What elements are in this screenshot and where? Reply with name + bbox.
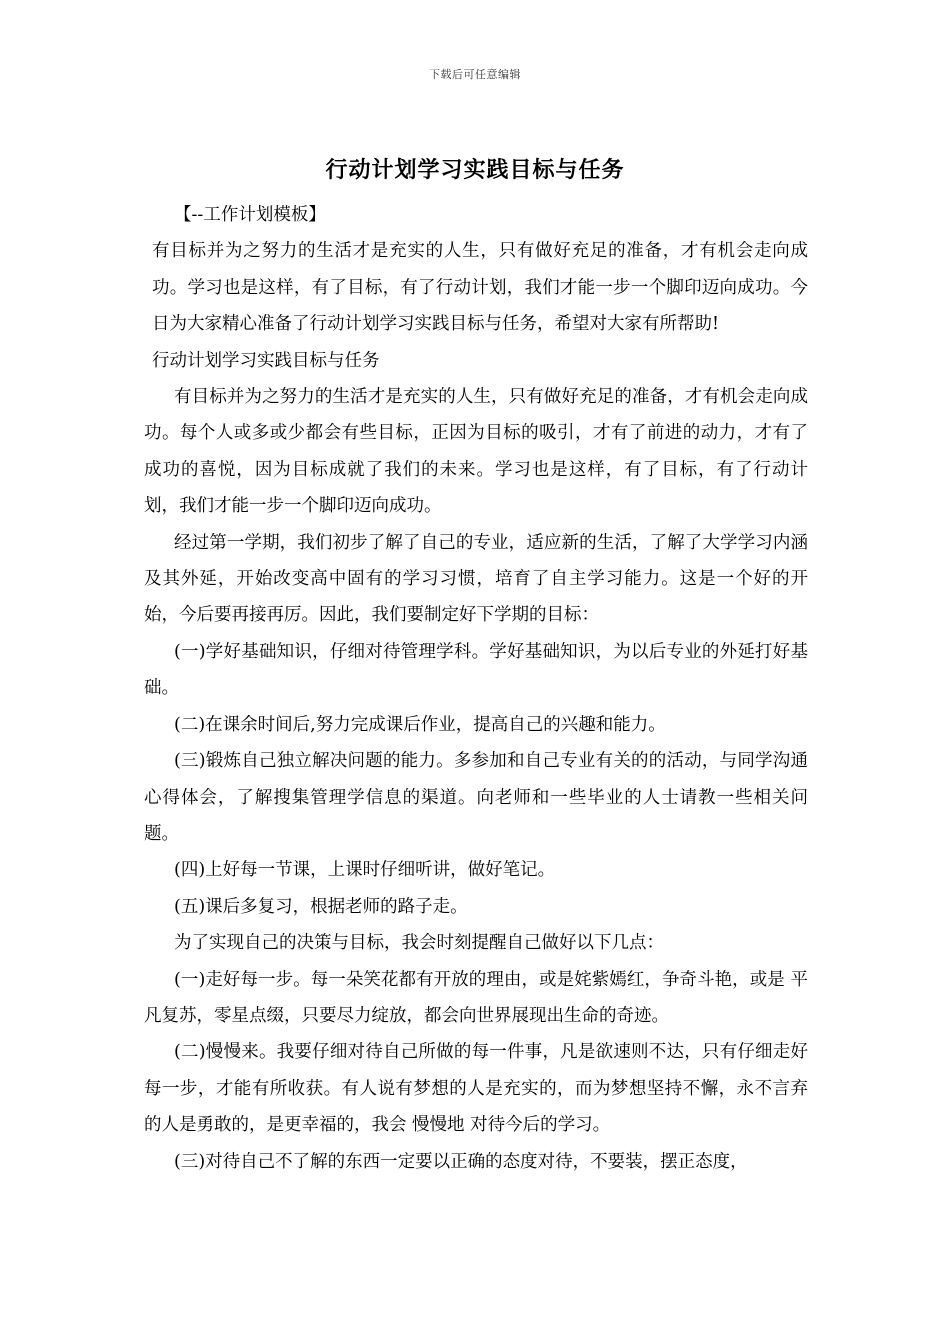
page-header-note: 下载后可任意编辑 <box>429 68 521 81</box>
body-paragraph-2: 经过第一学期，我们初步了解了自己的专业，适应新的生活，了解了大学学习内涵及其外延，开始改变高中固有的学习习惯，培育了自主学习能力。这是一个好的开始，今后要再接再厉。因此，我们要制定好下学期的目标： <box>144 532 808 626</box>
goal-item-5: (五)课后多复习，根据老师的路子走。 <box>174 896 468 917</box>
template-tag: 【--工作计划模板】 <box>174 205 326 225</box>
plan-intro-paragraph: 为了实现自己的决策与目标，我会时刻提醒自己做好以下几点： <box>174 933 664 954</box>
goal-item-3: (三)锻炼自己独立解决问题的能力。多参加和自己专业有关的的活动，与同学沟通心得体会，了解搜集管理学信息的渠道。向老师和一些毕业的人士请教一些相关问题。 <box>144 751 808 844</box>
plan-item-3: (三)对待自己不了解的东西一定要以正确的态度对待，不要装，摆正态度， <box>174 1151 748 1172</box>
goal-item-4: (四)上好每一节课，上课时仔细听讲，做好笔记。 <box>174 860 556 881</box>
goal-item-2: (二)在课余时间后,努力完成课后作业，提高自己的兴趣和能力。 <box>174 714 666 735</box>
document-title: 行动计划学习实践目标与任务 <box>325 157 625 183</box>
plan-item-1: (一)走好每一步。每一朵笑花都有开放的理由，或是姹紫嫣红，争奇斗艳，或是 平凡复苏，零星点缀，只要尽力绽放，都会向世界展现出生命的奇迹。 <box>144 969 808 1026</box>
goal-item-1: (一)学好基础知识，仔细对待管理学科。学好基础知识，为以后专业的外延打好基础。 <box>144 641 808 699</box>
body-paragraph-1: 有目标并为之努力的生活才是充实的人生，只有做好充足的准备，才有机会走向成功。每个人或多或少都会有些目标，正因为目标的吸引，才有了前进的动力，才有了成功的喜悦，因为目标成就了我们的未来。学习也是这样，有了目标，有了行动计划，我们才能一步一个脚印迈向成功。 <box>144 387 808 517</box>
intro-paragraph: 有目标并为之努力的生活才是充实的人生，只有做好充足的准备，才有机会走向成功。学习也是这样，有了目标，有了行动计划，我们才能一步一个脚印迈向成功。今日为大家精心准备了行动计划学习实践目标与任务，希望对大家有所帮助! <box>152 241 808 335</box>
plan-item-2: (二)慢慢来。我要仔细对待自己所做的每一件事，凡是欲速则不达，只有仔细走好每一步，才能有所收获。有人说有梦想的人是充实的，而为梦想坚持不懈，永不言弃的人是勇敢的，是更幸福的，我会 慢慢地 对待今后的学习。 <box>144 1042 808 1136</box>
section-subtitle: 行动计划学习实践目标与任务 <box>152 350 380 371</box>
document-body <box>144 197 808 1180</box>
